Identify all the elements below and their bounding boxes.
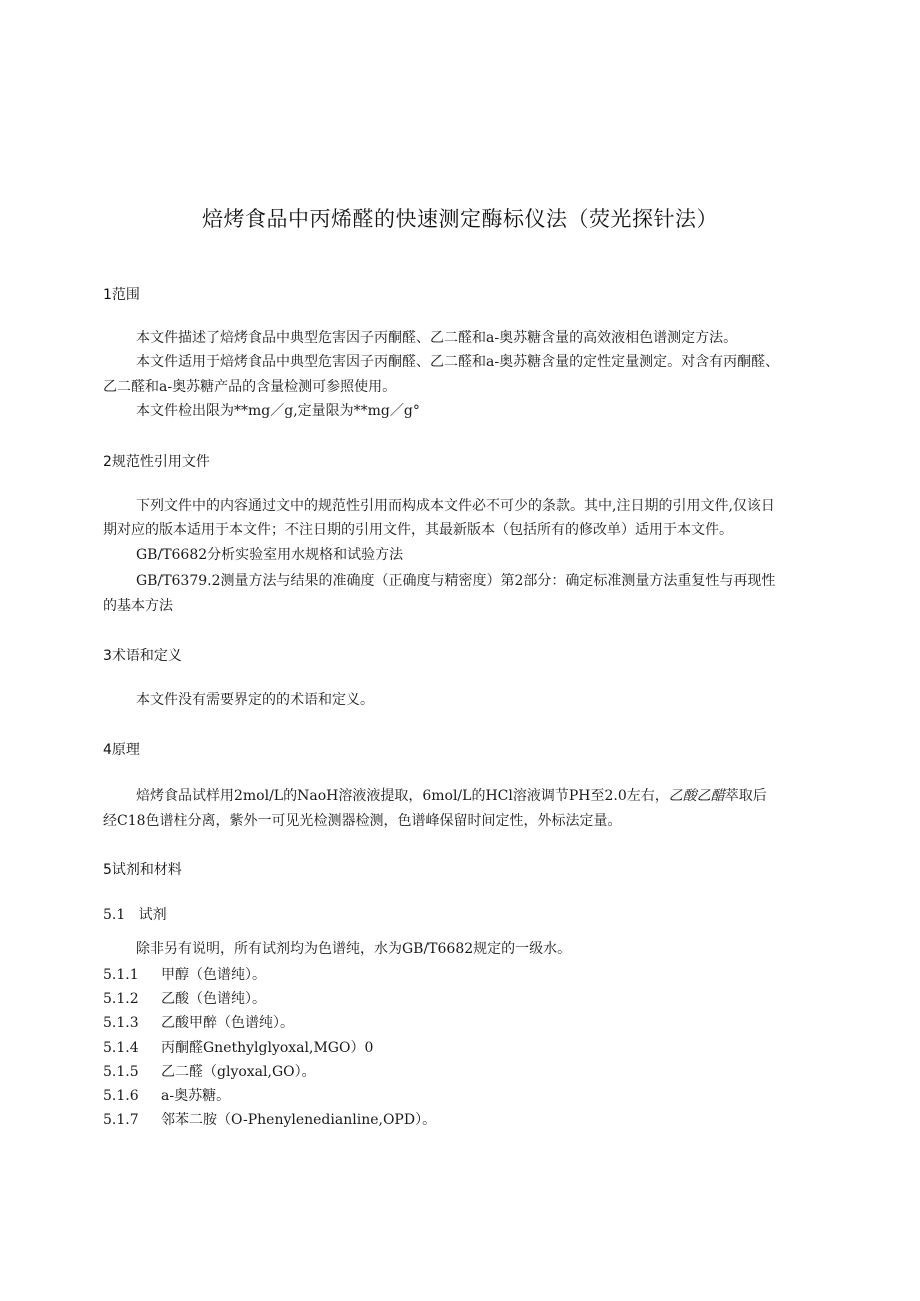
section-4-paragraph-1-line-1 <box>136 786 767 806</box>
section-1-paragraph-3: 本文件检出限为**mg／g,定量限为**mg／g° <box>136 403 420 419</box>
reference-gb-t6379-line-1: GB/T6379.2测量方法与结果的准确度（正确度与精密度）第2部分：确定标准测量方法重复性与再现性 <box>136 573 776 589</box>
reagent-text: 邻苯二胺（O-Phenylenedianline,OPD）。 <box>161 1112 437 1128</box>
principle-text-c: 萃取后 <box>724 788 767 804</box>
reagent-number: 5.1.6 <box>103 1088 139 1104</box>
reagent-item <box>103 1038 373 1058</box>
principle-text-italic: 乙酸乙醋 <box>668 788 725 804</box>
reagent-item <box>103 989 266 1009</box>
section-2-heading: 2规范性引用文件 <box>103 454 210 470</box>
section-3-paragraph-1: 本文件没有需要界定的的术语和定义。 <box>136 692 374 708</box>
section-1-heading: 1范围 <box>103 287 140 303</box>
reagent-number: 5.1.3 <box>103 1015 139 1031</box>
section-5-intro: 除非另有说明，所有试剂均为色谱纯，水为GB/T6682规定的一级水。 <box>136 941 572 957</box>
reagent-text: 甲醇（色谱纯）。 <box>161 967 266 983</box>
principle-text-a: 焙烤食品试样用2mol/L的NaoH溶液液提取，6mol/L的HCl溶液调节PH至2.0左右， <box>136 788 669 804</box>
reagent-number: 5.1.2 <box>103 991 139 1007</box>
section-5-1-heading: 5.1 试剂 <box>103 907 167 923</box>
reagent-number: 5.1.5 <box>103 1064 139 1080</box>
section-2-paragraph-1-line-2: 期对应的版本适用于本文件；不注日期的引用文件，其最新版本（包括所有的修改单）适用于本文件。 <box>103 522 733 538</box>
reagent-item <box>103 1110 436 1130</box>
reagent-item <box>103 1013 294 1033</box>
section-1-paragraph-2-line-1: 本文件适用于焙烤食品中典型危害因子丙酮醛、乙二醛和a-奥苏糖含量的定性定量测定。对含有丙酮醛、 <box>136 354 780 370</box>
section-4-paragraph-1-line-2: 经C18色谱柱分离，紫外一可见光检测器检测，色谱峰保留时间定性，外标法定量。 <box>103 813 622 829</box>
reagent-item <box>103 1062 316 1082</box>
reference-gb-t6682: GB/T6682分析实验室用水规格和试验方法 <box>136 547 404 563</box>
reagent-text: 乙二醛（glyoxal,GO）。 <box>161 1064 316 1080</box>
section-2-paragraph-1-line-1: 下列文件中的内容通过文中的规范性引用而构成本文件必不可少的条款。其中,注日期的引用文件,仅该日 <box>136 498 775 514</box>
reagent-text: 乙酸甲醉（色谱纯）。 <box>161 1015 294 1031</box>
section-4-heading: 4原理 <box>103 742 140 758</box>
document-title: 焙烤食品中丙烯醛的快速测定酶标仪法（荧光探针法） <box>202 207 718 231</box>
section-3-heading: 3术语和定义 <box>103 648 182 664</box>
reagent-number: 5.1.1 <box>103 967 139 983</box>
section-1-paragraph-2-line-2: 乙二醛和a-奥苏糖产品的含量检测可参照使用。 <box>103 379 397 395</box>
reagent-text: 乙酸（色谱纯）。 <box>161 991 266 1007</box>
reagent-item <box>103 965 266 985</box>
reagent-text: a-奥苏糖。 <box>161 1088 231 1104</box>
reagent-item <box>103 1086 230 1106</box>
section-1-paragraph-1: 本文件描述了焙烤食品中典型危害因子丙酮醛、乙二醛和a-奥苏糖含量的高效液相色谱测定方法。 <box>136 330 738 346</box>
reagent-number: 5.1.4 <box>103 1040 139 1056</box>
reference-gb-t6379-line-2: 的基本方法 <box>103 598 173 614</box>
reagent-number: 5.1.7 <box>103 1112 139 1128</box>
section-5-heading: 5试剂和材料 <box>103 862 182 878</box>
reagent-text: 丙酮醛Gnethylglyoxal,MGO）0 <box>161 1040 374 1056</box>
